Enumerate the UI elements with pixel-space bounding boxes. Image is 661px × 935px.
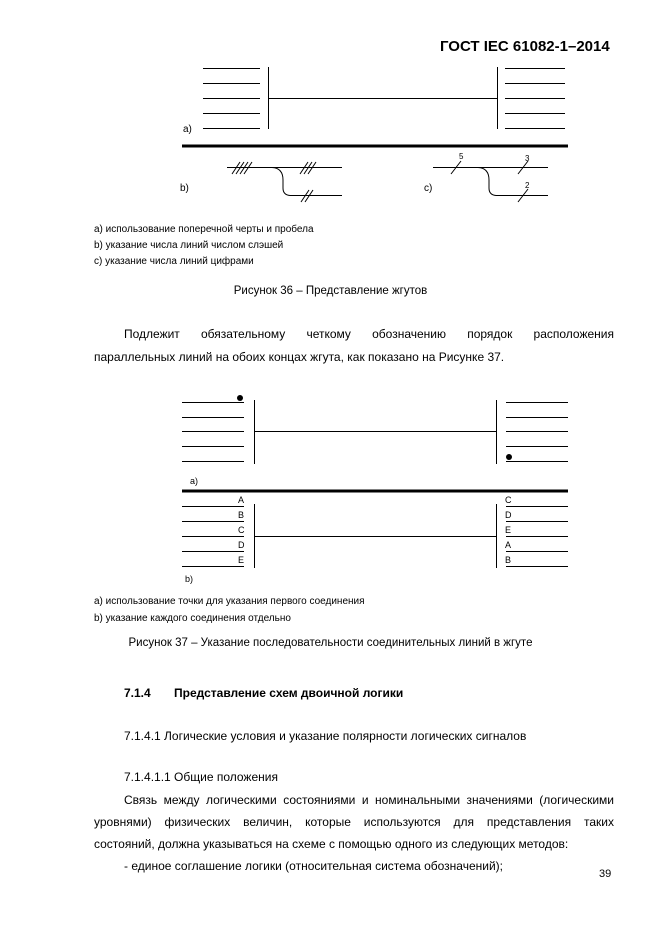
right-wire-label: A	[505, 540, 512, 550]
figure-37-drawing	[0, 380, 661, 580]
right-wire-label: B	[505, 555, 512, 565]
figure-36-caption-c: c) указание числа линий цифрами	[94, 256, 254, 267]
slash-count-5: 5	[459, 152, 464, 161]
first-connection-dot-left	[237, 395, 243, 401]
page-number: 39	[599, 868, 612, 880]
figure-36-panel-a-label: a)	[183, 124, 192, 135]
section-paragraph-line-2: уровнями) физических величин, которые используются для представления таких	[94, 815, 614, 829]
slash-count-2: 2	[525, 181, 530, 190]
figure-36-caption-b: b) указание числа линий числом слэшей	[94, 240, 284, 251]
figure-36-title: Рисунок 36 – Представление жгутов	[233, 285, 428, 297]
section-paragraph-line-3: состояний, должна указываться на схеме с помощью одного из следующих методов:	[94, 837, 569, 851]
document-header: ГОСТ IEC 61082-1–2014	[440, 38, 610, 55]
left-wire-label: D	[238, 540, 245, 550]
slash-count-3: 3	[525, 154, 530, 163]
figure-37-caption-a: a) использование точки для указания первого соединения	[94, 596, 365, 607]
section-paragraph-line-1: Связь между логическими состояниями и номинальными значениями (логическими	[124, 793, 614, 807]
right-wire-label: C	[505, 495, 512, 505]
bullet-item: - единое соглашение логики (относительная система обозначений);	[124, 859, 504, 873]
figure-36-caption-a: a) использование поперечной черты и пробела	[94, 224, 314, 235]
section-number-7-1-4: 7.1.4	[124, 686, 151, 700]
figure-37-title: Рисунок 37 – Указание последовательности соединительных линий в жгуте	[128, 637, 533, 649]
subsection-7-1-4-1: 7.1.4.1 Логические условия и указание полярности логических сигналов	[124, 729, 527, 743]
figure-36-drawing	[0, 0, 661, 215]
subsection-7-1-4-1-1: 7.1.4.1.1 Общие положения	[124, 770, 278, 784]
harness-c-branch	[478, 168, 548, 196]
right-wire-label: E	[505, 525, 512, 535]
paragraph-line-1: Подлежит обязательному четкому обозначению порядок расположения	[124, 327, 614, 341]
left-wire-label: C	[238, 525, 245, 535]
first-connection-dot-right	[506, 454, 512, 460]
left-wire-label: A	[238, 495, 245, 505]
figure-36-panel-c-label: c)	[424, 183, 433, 194]
figure-36-panel-b-label: b)	[180, 183, 189, 194]
figure-37-panel-a-label: a)	[190, 476, 199, 486]
section-title-7-1-4: Представление схем двоичной логики	[174, 686, 404, 700]
harness-b-branch	[272, 168, 342, 196]
left-wire-label: B	[238, 510, 245, 520]
figure-37-caption-b: b) указание каждого соединения отдельно	[94, 613, 291, 624]
figure-37-panel-b-label: b)	[185, 574, 194, 584]
left-wire-label: E	[238, 555, 245, 565]
right-wire-label: D	[505, 510, 512, 520]
paragraph-line-2: параллельных линий на обоих концах жгута, как показано на Рисунке 37.	[94, 350, 505, 364]
